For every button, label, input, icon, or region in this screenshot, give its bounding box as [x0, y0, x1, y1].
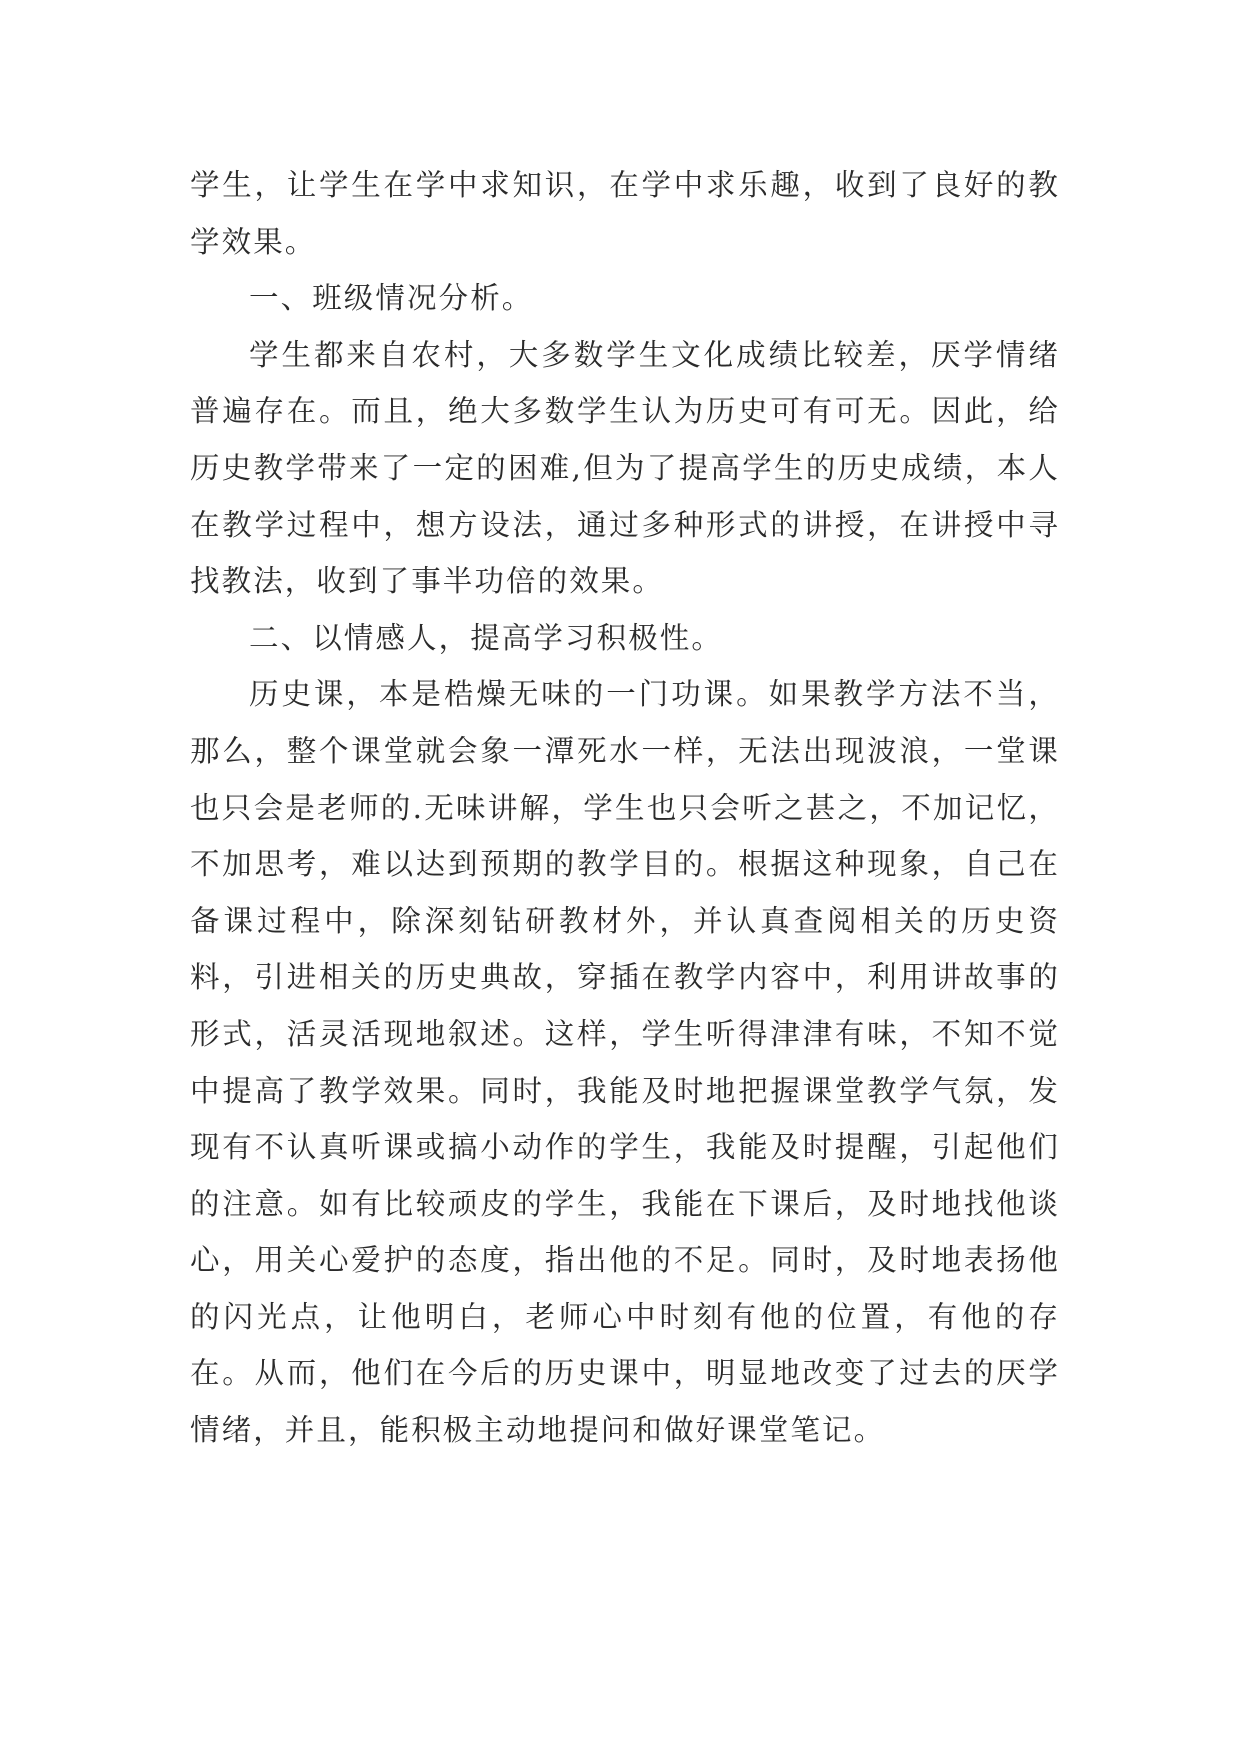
section-heading-emotion: 二、以情感人，提高学习积极性。 [249, 620, 724, 655]
paragraph-class-analysis: 学生都来自农村，大多数学生文化成绩比较差，厌学情绪普遍存在。而且，绝大多数学生认为历史可有可无。因此，给历史教学带来了一定的困难,但为了提高学生的历史成绩，本人在教学过程中，想方设法，通过多种形式的讲授，在讲授中寻找教法，收到了事半功倍的效果。 [190, 337, 1060, 599]
section-heading-class-analysis: 一、班级情况分析。 [249, 281, 534, 316]
body-text [190, 157, 1060, 1459]
paragraph-emotion: 历史课，本是梏燥无味的一门功课。如果教学方法不当，那么，整个课堂就会象一潭死水一样，无法出现波浪，一堂课也只会是老师的.无味讲解，学生也只会听之甚之，不加记忆，不加思考，难以达到预期的教学目的。根据这种现象，自己在备课过程中，除深刻钻研教材外，并认真查阅相关的历史资料，引进相关的历史典故，穿插在教学内容中，利用讲故事的形式，活灵活现地叙述。这样，学生听得津津有味，不知不觉中提高了教学效果。同时，我能及时地把握课堂教学气氛，发现有不认真听课或搞小动作的学生，我能及时提醒，引起他们的注意。如有比较顽皮的学生，我能在下课后，及时地找他谈心，用关心爱护的态度，指出他的不足。同时，及时地表扬他的闪光点，让他明白，老师心中时刻有他的位置，有他的存在。从而，他们在今后的历史课中，明显地改变了过去的厌学情绪，并且，能积极主动地提问和做好课堂笔记。 [190, 677, 1060, 1448]
paragraph-continuation: 学生，让学生在学中求知识，在学中求乐趣，收到了良好的教学效果。 [190, 168, 1060, 259]
